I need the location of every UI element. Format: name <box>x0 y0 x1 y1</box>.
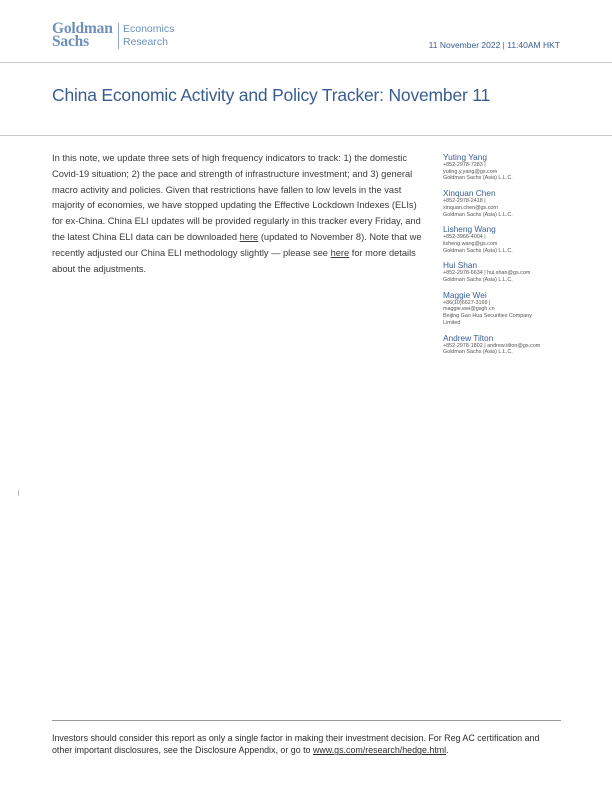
author-detail: +86(10)6627-3169 | <box>443 299 491 306</box>
summary-text-part-2: (updated to November 8). Note that we recently adjusted our China ELI methodology slightly — please see <box>52 231 422 258</box>
unit-line-research: Research <box>123 35 168 48</box>
disclosure-period: . <box>446 745 449 756</box>
author-name[interactable]: Andrew Tilton <box>443 332 494 343</box>
author-entry <box>443 152 565 182</box>
margin-mark <box>18 490 19 496</box>
report-title: China Economic Activity and Policy Tracker: November 11 <box>52 85 491 105</box>
author-name[interactable]: Lisheng Wang <box>443 224 496 235</box>
unit-line-economics: Economics <box>123 23 175 35</box>
author-entry <box>443 224 565 254</box>
disclosure-footnote <box>52 732 552 756</box>
author-name[interactable]: Yuting Yang <box>443 152 487 162</box>
author-entry <box>443 290 565 327</box>
author-detail: Goldman Sachs (Asia) L.L.C. <box>443 349 513 356</box>
goldman-sachs-logo <box>52 22 114 48</box>
author-detail: Goldman Sachs (Asia) L.L.C. <box>443 175 513 182</box>
author-detail: +852-2978-6634 | hui.shan@gs.com <box>443 270 531 277</box>
author-list <box>443 152 565 362</box>
eli-data-download-link[interactable]: here <box>239 231 259 242</box>
author-detail: Limited <box>443 319 461 326</box>
author-entry <box>443 260 565 283</box>
title-divider <box>0 135 612 136</box>
author-name[interactable]: Maggie Wei <box>443 289 487 300</box>
author-entry <box>443 188 565 218</box>
logo-line-goldman: Goldman <box>52 20 113 37</box>
author-detail: Goldman Sachs (Asia) L.L.C. <box>443 211 513 218</box>
author-detail: Goldman Sachs (Asia) L.L.C. <box>443 277 513 284</box>
disclosure-link[interactable]: www.gs.com/research/hedge.html <box>312 745 447 756</box>
author-detail: +852-2978-7283 | <box>443 162 486 168</box>
author-detail: maggie.wei@gsgh.cn <box>443 306 495 313</box>
disclosure-text: Investors should consider this report as only a single factor in making their investment decision. For Reg AC certification and other important disclosures, see the Disclosure Appendix, or go to <box>52 733 540 756</box>
author-detail: Goldman Sachs (Asia) L.L.C. <box>443 247 513 254</box>
methodology-details-link[interactable]: here <box>330 247 350 258</box>
author-detail: xinquan.chen@gs.com <box>443 204 498 211</box>
summary-paragraph <box>52 151 428 277</box>
author-name[interactable]: Xinquan Chen <box>443 188 496 199</box>
research-unit-label <box>123 23 174 48</box>
header-divider <box>0 62 612 63</box>
author-entry <box>443 333 565 356</box>
footer-divider <box>52 720 561 721</box>
author-detail: +852-2978-1802 | andrew.tilton@gs.com <box>443 342 541 349</box>
logo-line-sachs: Sachs <box>52 33 89 50</box>
author-detail: +852-3966-4004 | <box>443 234 486 241</box>
author-detail: Beijing Gao Hua Securities Company <box>443 313 532 320</box>
author-detail: lisheng.wang@gs.com <box>443 240 498 247</box>
author-detail: yuting.y.yang@gs.com <box>443 168 498 175</box>
publication-dateline: 11 November 2022 | 11:40AM HKT <box>428 40 560 50</box>
summary-text-part-1: In this note, we update three sets of high frequency indicators to track: 1) the domestic Covid-19 situation; 2) the pace and strength of infrastructure investment; and 3) general macro activity and policies. Given that restrictions have fallen to low levels in the vast majority of economies, we have stopped updating the Effective Lockdown Indexes (ELIs) for ex-China. China ELI updates will be provided regularly in this tracker every Friday, and the latest China ELI data can be downloaded <box>52 153 421 242</box>
author-name[interactable]: Hui Shan <box>443 260 478 271</box>
summary-text-part-3: for more details about the adjustments. <box>52 247 416 274</box>
logo-divider <box>118 23 119 49</box>
author-detail: +852-2978-2418 | <box>443 198 486 205</box>
